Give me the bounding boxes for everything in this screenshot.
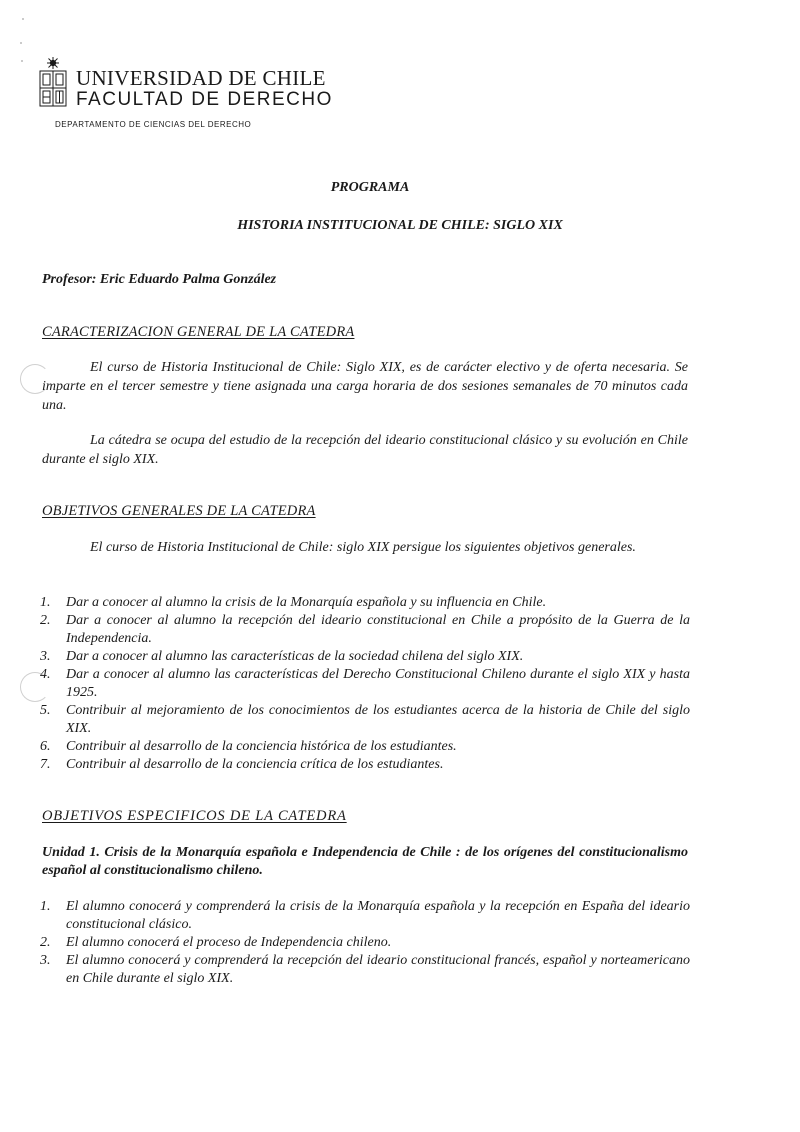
list-number: 3.: [40, 953, 51, 968]
objetivos-generales-list: [40, 594, 690, 774]
paragraph-objetivos-intro: El curso de Historia Institucional de Chile: siglo XIX persigue los siguientes objetivos generales.: [90, 540, 636, 555]
unit-1-title: Unidad 1. Crisis de la Monarquía española e Independencia de Chile : de los orígenes del constitucionalismo español al constitucionalismo chileno.: [42, 845, 688, 878]
list-item-text: El alumno conocerá y comprenderá la recepción del ideario constitucional francés, español y norteamericano en Chile durante el siglo XIX.: [66, 953, 690, 986]
faculty-name: FACULTAD DE DERECHO: [76, 89, 333, 110]
list-item: [40, 934, 690, 952]
course-title: HISTORIA INSTITUCIONAL DE CHILE: SIGLO XIX: [237, 218, 563, 233]
list-number: 2.: [40, 935, 51, 950]
list-item: [40, 666, 690, 702]
document-title: PROGRAMA: [330, 180, 410, 195]
scan-speck: [21, 60, 23, 62]
list-item: [40, 756, 690, 774]
scan-speck: [22, 18, 24, 20]
university-name: UNIVERSIDAD DE CHILE: [76, 66, 326, 90]
heading-objetivos-generales: OBJETIVOS GENERALES DE LA CATEDRA: [42, 503, 316, 519]
paragraph-caracterizacion-2: La cátedra se ocupa del estudio de la recepción del ideario constitucional clásico y su evolución en Chile durante el siglo XIX.: [42, 433, 688, 467]
list-number: 6.: [40, 739, 51, 754]
scan-speck: [20, 42, 22, 44]
list-item: [40, 738, 690, 756]
list-item-text: Dar a conocer al alumno la recepción del ideario constitucional en Chile a propósito de la Guerra de la Independencia.: [66, 613, 690, 646]
list-item-text: Contribuir al mejoramiento de los conocimientos de los estudiantes acerca de la historia de Chile del siglo XIX.: [66, 703, 690, 736]
list-item: [40, 648, 690, 666]
list-number: 2.: [40, 613, 51, 628]
heading-caracterizacion: CARACTERIZACION GENERAL DE LA CATEDRA: [42, 324, 355, 340]
list-number: 7.: [40, 757, 51, 772]
paragraph-caracterizacion-1: El curso de Historia Institucional de Chile: Siglo XIX, es de carácter electivo y de oferta necesaria. Se imparte en el tercer semestre y tiene asignada una carga horaria de dos sesiones semanales de 70 minutos cada una.: [42, 360, 688, 413]
department-name: DEPARTAMENTO DE CIENCIAS DEL DERECHO: [55, 120, 252, 129]
list-item-text: Dar a conocer al alumno la crisis de la Monarquía española y su influencia en Chile.: [66, 595, 547, 610]
list-item-text: Dar a conocer al alumno las características del Derecho Constitucional Chileno durante el siglo XIX y hasta 1925.: [66, 667, 690, 700]
list-number: 3.: [40, 649, 51, 664]
list-number: 4.: [40, 667, 51, 682]
professor-line: Profesor: Eric Eduardo Palma González: [42, 272, 277, 287]
heading-objetivos-especificos: OBJETIVOS ESPECIFICOS DE LA CATEDRA: [42, 808, 347, 824]
list-number: 5.: [40, 703, 51, 718]
list-number: 1.: [40, 595, 51, 610]
objetivos-especificos-list: [40, 898, 690, 988]
list-item: [40, 594, 690, 612]
list-item: [40, 702, 690, 738]
list-item: [40, 898, 690, 934]
list-item-text: El alumno conocerá el proceso de Independencia chileno.: [66, 935, 392, 950]
list-number: 1.: [40, 899, 51, 914]
list-item-text: Contribuir al desarrollo de la conciencia crítica de los estudiantes.: [66, 757, 444, 772]
list-item: [40, 952, 690, 988]
list-item-text: Dar a conocer al alumno las características de la sociedad chilena del siglo XIX.: [66, 649, 524, 664]
list-item-text: El alumno conocerá y comprenderá la crisis de la Monarquía española y la recepción en España del ideario constitucional clásico.: [66, 899, 690, 932]
university-crest-icon: [38, 56, 68, 108]
list-item: [40, 612, 690, 648]
list-item-text: Contribuir al desarrollo de la conciencia histórica de los estudiantes.: [66, 739, 457, 754]
